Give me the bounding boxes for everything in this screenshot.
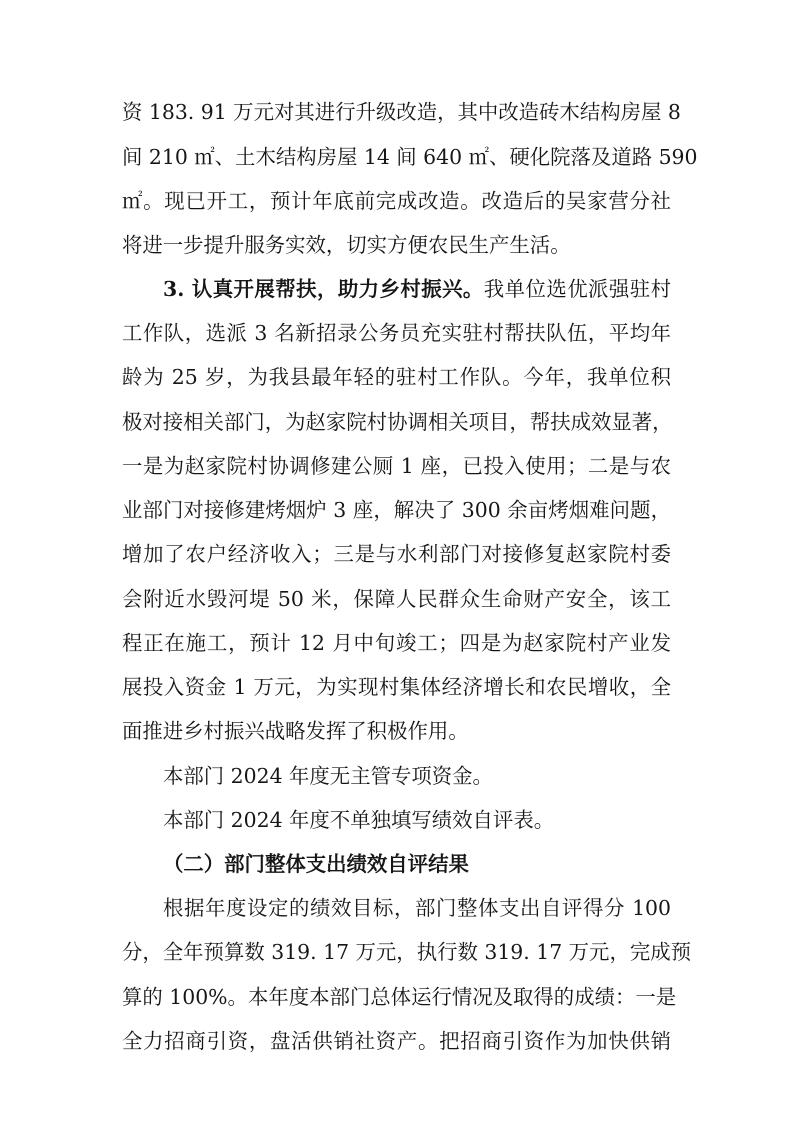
paragraph-line: 业部门对接修建烤烟炉 3 座，解决了 300 余亩烤烟难问题， <box>122 498 671 522</box>
paragraph-line: 本部门 2024 年度无主管专项资金。 <box>163 764 493 788</box>
section-3-heading: 3. 认真开展帮扶，助力乡村振兴。 <box>163 277 484 301</box>
paragraph-line: 会附近水毁河堤 50 米，保障人民群众生命财产安全，该工 <box>122 587 671 611</box>
paragraph-line: 资 183. 91 万元对其进行升级改造，其中改造砖木结构房屋 8 <box>122 100 681 124</box>
paragraph-line: 分，全年预算数 319. 17 万元，执行数 319. 17 万元，完成预 <box>122 940 692 964</box>
paragraph-line: 龄为 25 岁，为我县最年轻的驻村工作队。今年，我单位积 <box>122 365 671 389</box>
paragraph-line: 展投入资金 1 万元，为实现村集体经济增长和农民增收，全 <box>122 675 671 699</box>
section-3-text: 我单位选优派强驻村 <box>483 277 672 301</box>
paragraph-line: 间 210 ㎡、土木结构房屋 14 间 640 ㎡、硬化院落及道路 590 <box>122 145 698 169</box>
paragraph-line: 极对接相关部门，为赵家院村协调相关项目，帮扶成效显著， <box>122 410 673 434</box>
paragraph-line: 根据年度设定的绩效目标，部门整体支出自评得分 100 <box>163 896 671 920</box>
paragraph-line: 全力招商引资，盘活供销社资产。把招商引资作为加快供销 <box>122 1029 671 1053</box>
paragraph-line: ㎡。现已开工，预计年底前完成改造。改造后的吴家营分社 <box>122 189 671 213</box>
paragraph-line: 程正在施工，预计 12 月中旬竣工；四是为赵家院村产业发 <box>122 631 671 655</box>
paragraph-line: 增加了农户经济收入；三是与水利部门对接修复赵家院村委 <box>122 542 671 566</box>
section-heading: （二）部门整体支出绩效自评结果 <box>163 852 469 876</box>
paragraph-line: 面推进乡村振兴战略发挥了积极作用。 <box>122 719 469 743</box>
paragraph-line: 本部门 2024 年度不单独填写绩效自评表。 <box>163 808 555 832</box>
paragraph-line: 将进一步提升服务实效，切实方便农民生产生活。 <box>122 233 571 257</box>
paragraph-line: 一是为赵家院村协调修建公厕 1 座，已投入使用；二是与农 <box>122 454 671 478</box>
paragraph-line: 算的 100%。本年度本部门总体运行情况及取得的成绩：一是 <box>122 985 677 1009</box>
section-3-first-line <box>163 279 671 299</box>
paragraph-line: 工作队，选派 3 名新招录公务员充实驻村帮扶队伍，平均年 <box>122 321 671 345</box>
